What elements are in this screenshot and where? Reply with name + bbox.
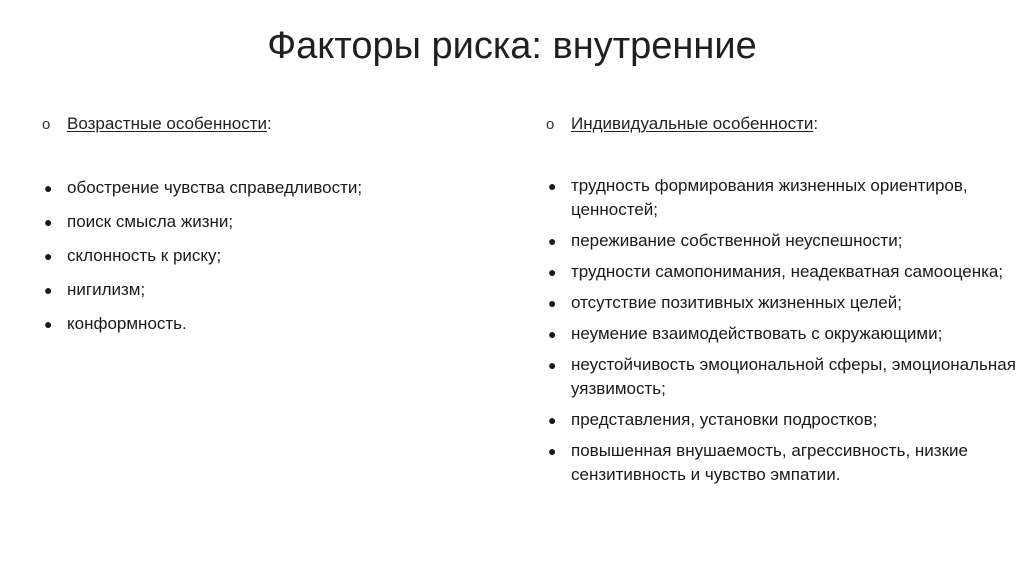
list-item: ● повышенная внушаемость, агрессивность, низкие сензитивность и чувство эмпатии. xyxy=(548,441,968,484)
bullet-icon: ● xyxy=(44,248,53,264)
list-item: ● склонность к риску; xyxy=(42,244,362,268)
right-heading-colon: : xyxy=(813,114,819,133)
list-item: ● представления, установки подростков; xyxy=(546,408,1016,432)
list-item: ● поиск смысла жизни; xyxy=(42,210,362,234)
list-item: ● конформность. xyxy=(42,312,362,336)
bullet-icon: ● xyxy=(44,316,53,332)
left-heading-colon: : xyxy=(267,114,272,133)
list-item: ● нигилизм; xyxy=(42,278,362,302)
bullet-icon: ● xyxy=(548,443,557,459)
list-item: ● неумение взаимодействовать с окружающими; xyxy=(546,322,1016,346)
left-list xyxy=(42,176,362,346)
bullet-icon: ● xyxy=(44,282,53,298)
circle-bullet-icon: o xyxy=(546,116,555,133)
bullet-icon: ● xyxy=(548,264,557,280)
bullet-icon: ● xyxy=(548,178,557,194)
right-list xyxy=(546,174,1016,494)
right-heading-text: Индивидуальные особенности xyxy=(571,114,814,133)
bullet-icon: ● xyxy=(44,214,53,230)
bullet-icon: ● xyxy=(548,295,557,311)
slide-title: Факторы риска: внутренние xyxy=(267,25,757,67)
right-column xyxy=(546,112,1016,484)
bullet-icon: ● xyxy=(548,233,557,249)
list-item: ● неустойчивость эмоциональной сферы, эмоциональная уязвимость; xyxy=(548,355,1016,398)
list-item: ● обострение чувства справедливости; xyxy=(42,176,362,200)
bullet-icon: ● xyxy=(44,180,53,196)
bullet-icon: ● xyxy=(548,357,557,373)
circle-bullet-icon: o xyxy=(42,116,51,133)
left-column xyxy=(42,112,502,333)
list-item: ● трудность формирования жизненных ориентиров, ценностей; xyxy=(548,176,968,219)
list-item: ● отсутствие позитивных жизненных целей; xyxy=(546,291,1016,315)
left-heading xyxy=(42,112,502,136)
bullet-icon: ● xyxy=(548,326,557,342)
list-item: ● переживание собственной неуспешности; xyxy=(546,229,1016,253)
right-heading xyxy=(546,112,1016,136)
list-item: ● трудности самопонимания, неадекватная самооценка; xyxy=(546,260,1016,284)
bullet-icon: ● xyxy=(548,412,557,428)
left-heading-text: Возрастные особенности xyxy=(67,114,267,133)
